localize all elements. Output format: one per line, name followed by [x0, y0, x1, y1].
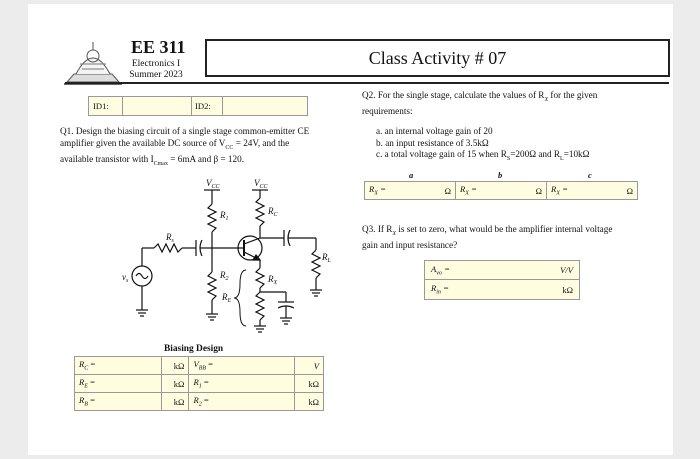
q2-item-c: c. a total voltage gain of 15 when $R_S=200\Omega$ and $R_L=10k\Omega$: [376, 149, 590, 162]
q2-text: Q2. For the single stage, calculate the values of $R_X$ for the given requirements:: [362, 90, 598, 117]
biasing-row: [75, 357, 324, 375]
q3-answer-box: [424, 260, 580, 300]
biasing-unit: V: [294, 357, 323, 375]
rin-answer[interactable]: $R_{in}$ = kΩ: [424, 280, 580, 300]
col-b-label: b: [498, 170, 503, 180]
vs-label: $v_s$: [122, 272, 129, 284]
page-title: Class Activity # 07: [368, 47, 507, 68]
course-code: EE 311: [131, 37, 186, 57]
biasing-unit: kΩ: [162, 393, 189, 411]
biasing-field[interactable]: $R_1$ =: [189, 375, 294, 393]
q2-item-a: a. an internal voltage gain of 20: [376, 126, 493, 136]
biasing-field[interactable]: $R_B$ =: [75, 393, 162, 411]
rl-label: $R_L$: [322, 252, 331, 264]
rx-label: $R_X$: [268, 274, 278, 286]
university-seal-logo: [62, 34, 124, 86]
rs-resistor: [154, 244, 182, 252]
rc-label: $R_C$: [268, 206, 278, 218]
vcc-label-2: $V_{CC}$: [254, 178, 268, 190]
biasing-table: [74, 356, 324, 411]
rx-answer-row: [364, 181, 638, 200]
biasing-title: Biasing Design: [164, 344, 224, 354]
rc-resistor: [256, 198, 264, 226]
id2-label: ID2:: [191, 97, 223, 115]
r1-resistor: [208, 204, 216, 232]
vcc-label-1: $V_{CC}$: [206, 178, 220, 190]
id1-field[interactable]: [123, 97, 192, 115]
rx-answer-b[interactable]: $R_X$ = Ω: [456, 181, 547, 200]
biasing-field[interactable]: $V_{BB}$ =: [189, 357, 294, 375]
course-term: Summer 2023: [129, 70, 183, 80]
r1-label: $R_1$: [220, 210, 229, 222]
r2-resistor: [208, 272, 216, 300]
id1-label: ID1:: [89, 97, 123, 115]
biasing-field[interactable]: $R_C$ =: [75, 357, 162, 375]
activity-sheet: [28, 4, 673, 455]
q3-text: Q3. If $R_X$ is set to zero, what would be the amplifier internal voltage gain and input resistance?: [362, 224, 613, 251]
header-rule: [65, 82, 669, 84]
biasing-row: [75, 393, 324, 411]
col-a-label: a: [409, 170, 414, 180]
rx-answer-c[interactable]: $R_X$ = Ω: [547, 181, 638, 200]
biasing-unit: kΩ: [294, 375, 323, 393]
q1-text: Q1. Design the biasing circuit of a single stage common-emitter CE amplifier given the available DC source of $V_{CC} = 24V$, and the available transistor with $I_{Cmax} = 6mA$ and β = 120.: [60, 126, 372, 170]
r2-label: $R_2$: [220, 270, 229, 282]
id2-field[interactable]: [223, 97, 307, 115]
biasing-unit: kΩ: [294, 393, 323, 411]
biasing-unit: kΩ: [162, 375, 189, 393]
q1-line1: Q1. Design the biasing circuit of a single stage common-emitter CE: [60, 126, 310, 136]
biasing-field[interactable]: $R_E$ =: [75, 375, 162, 393]
re-resistor: [256, 292, 264, 320]
title-box: [205, 39, 670, 77]
q2-requirements: [376, 126, 656, 165]
re-label: $R_E$: [222, 292, 232, 304]
col-c-label: c: [588, 170, 592, 180]
biasing-unit: kΩ: [162, 357, 189, 375]
biasing-row: [75, 375, 324, 393]
id-fields: [88, 96, 308, 116]
rx-answer-a[interactable]: $R_X$ = Ω: [364, 181, 456, 200]
rx-resistor: [256, 268, 264, 288]
biasing-field[interactable]: $R_2$ =: [189, 393, 294, 411]
q2-item-b: b. an input resistance of 3.5kΩ: [376, 137, 489, 148]
gain-answer[interactable]: $A_{vo}$ = V/V: [424, 260, 580, 280]
course-name: Electronics I: [131, 59, 181, 69]
rl-resistor: [312, 250, 320, 278]
rs-label: $R_s$: [166, 232, 174, 244]
ce-amplifier-schematic: [88, 174, 348, 342]
